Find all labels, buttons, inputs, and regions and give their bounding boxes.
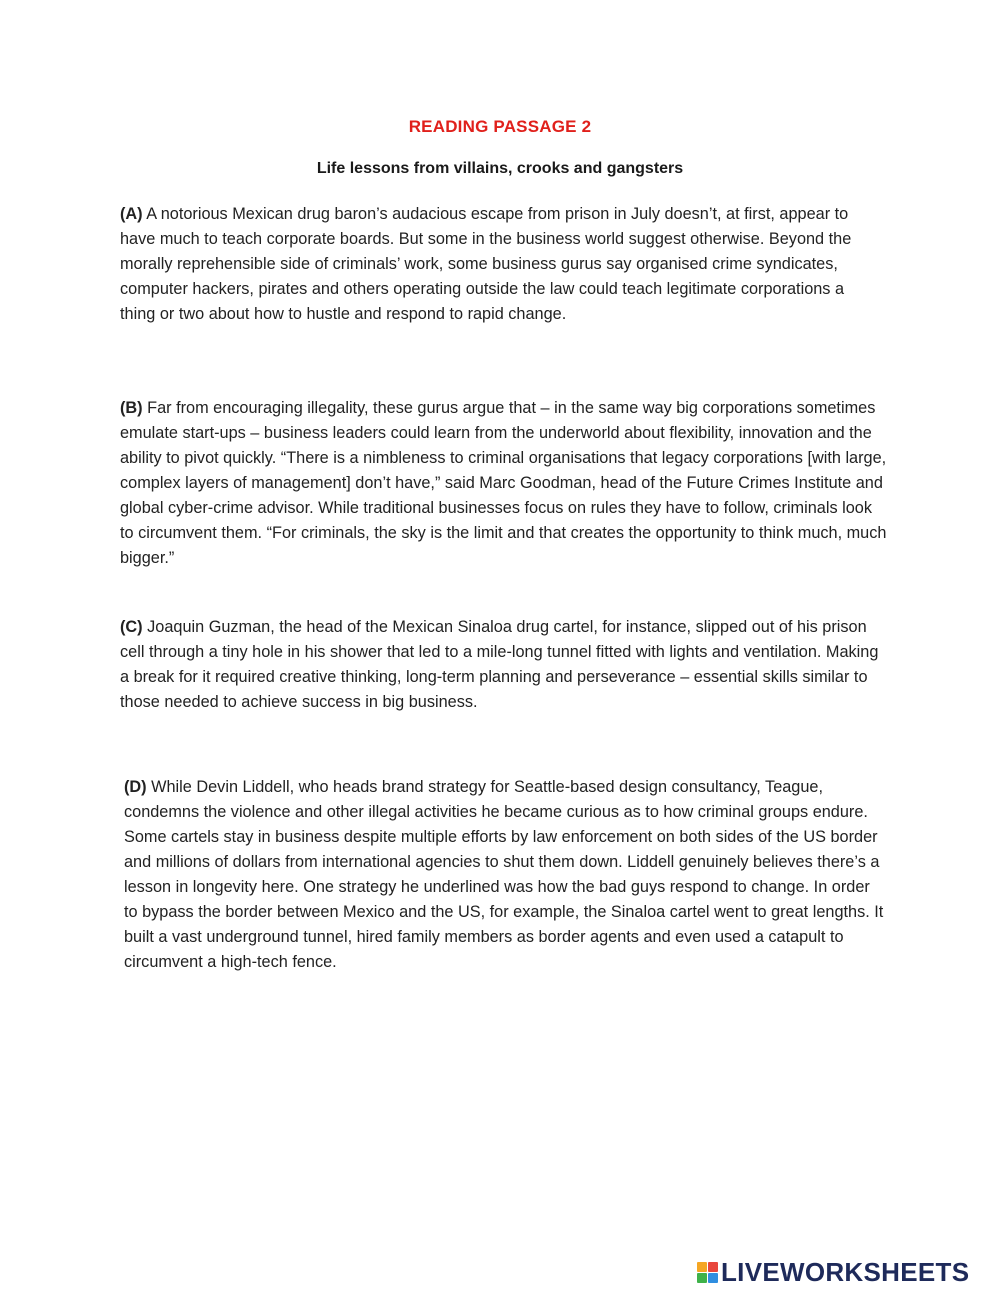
logo-square [708, 1262, 718, 1272]
paragraph-letter: (C) [120, 618, 143, 636]
paragraph-letter: (D) [124, 778, 147, 796]
logo-square [708, 1273, 718, 1283]
paragraph-text: Joaquin Guzman, the head of the Mexican Sinaloa drug cartel, for instance, slipped out of his prison cell through a tiny hole in his shower that led to a mile-long tunnel fitted with lights and ventilation. Making a break for it required creative thinking, long-term planning and perseverance – essential skills similar to those needed to achieve success in big business. [120, 618, 879, 711]
paragraph-text: While Devin Liddell, who heads brand strategy for Seattle-based design consultancy, Teague, condemns the violence and other illegal activities he became curious as to how criminal groups endure. Some cartels stay in business despite multiple efforts by law enforcement on both sides of the US border and millions of dollars from international agencies to shut them down. Liddell genuinely believes there’s a lesson in longevity here. One strategy he underlined was how the bad guys respond to change. In order to bypass the border between Mexico and the US, for example, the Sinaloa cartel went to great lengths. It built a vast underground tunnel, hired family members as border agents and even used a catapult to circumvent a high-tech fence. [124, 778, 884, 971]
paragraph-letter: (A) [120, 205, 143, 223]
logo-text: LIVEWORKSHEETS [721, 1256, 970, 1287]
liveworksheets-logo-icon [697, 1262, 718, 1283]
passage-label: READING PASSAGE 2 [408, 117, 592, 136]
paragraph-letter: (B) [120, 399, 143, 417]
liveworksheets-logo[interactable] [697, 1255, 969, 1289]
paragraph-a [120, 202, 880, 327]
paragraph-text: Far from encouraging illegality, these gurus argue that – in the same way big corporations sometimes emulate start-ups – business leaders could learn from the underworld about flexibility, innovation and the ability to pivot quickly. “There is a nimbleness to criminal organisations that legacy corporations [with large, complex layers of management] don’t have,” said Marc Goodman, head of the Future Crimes Institute and global cyber-crime advisor. While traditional businesses focus on rules they have to follow, criminals look to circumvent them. “For criminals, the sky is the limit and that creates the opportunity to think much, much bigger.” [120, 399, 887, 567]
paragraph-text: A notorious Mexican drug baron’s audacious escape from prison in July doesn’t, at first, appear to have much to teach corporate boards. But some in the business world suggest otherwise. Beyond the morally reprehensible side of criminals’ work, some business gurus say organised crime syndicates, computer hackers, pirates and others operating outside the law could teach legitimate corporations a thing or two about how to hustle and respond to rapid change. [120, 205, 852, 323]
paragraph-d [124, 775, 884, 975]
passage-title: Life lessons from villains, crooks and gangsters [316, 160, 684, 177]
logo-square [697, 1262, 707, 1272]
logo-square [697, 1273, 707, 1283]
paragraph-b [120, 396, 890, 571]
paragraph-c [120, 615, 890, 715]
